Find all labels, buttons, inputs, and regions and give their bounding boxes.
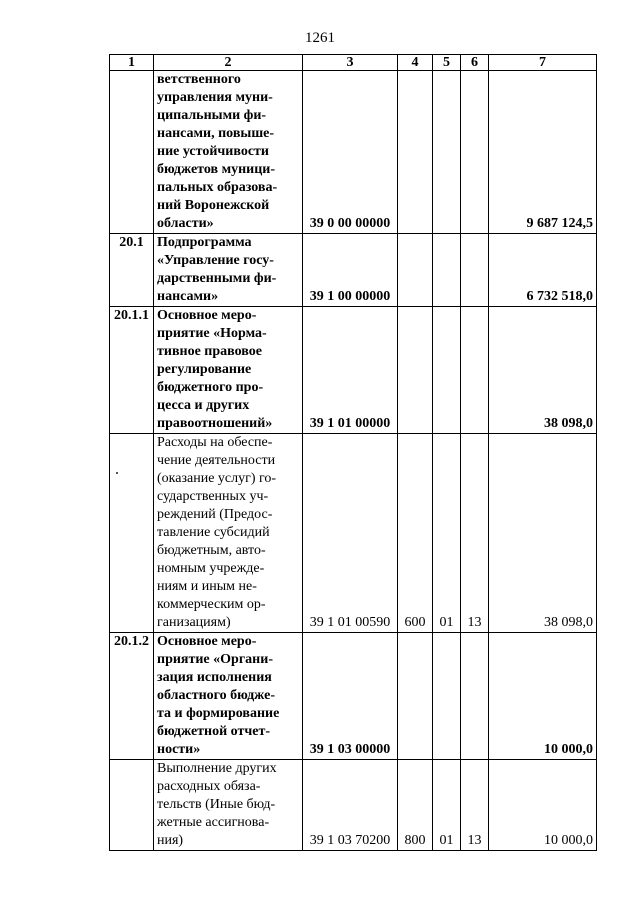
budget-table — [109, 54, 597, 851]
row-name: Расходы на обеспе- чение деятельности (оказание услуг) го- сударственных уч- реждений (Предос- тавление субсидий бюджетным, авто- номным учрежде- ниям и иным не- коммерческим ор- ганизациям) — [154, 434, 303, 633]
row-col5 — [433, 633, 461, 760]
row-col4 — [398, 234, 433, 307]
row-amount: 38 098,0 — [489, 307, 597, 434]
row-code: 39 1 00 00000 — [303, 234, 398, 307]
row-col6 — [461, 307, 489, 434]
row-number — [110, 71, 154, 234]
row-amount: 6 732 518,0 — [489, 234, 597, 307]
row-col4 — [398, 307, 433, 434]
row-number: 20.1 — [110, 234, 154, 307]
scan-speck — [116, 472, 118, 474]
row-col6: 13 — [461, 434, 489, 633]
table-row — [110, 234, 597, 307]
row-amount: 9 687 124,5 — [489, 71, 597, 234]
row-col6: 13 — [461, 760, 489, 851]
table-row — [110, 760, 597, 851]
table-row — [110, 633, 597, 760]
row-col4: 800 — [398, 760, 433, 851]
row-code: 39 1 03 00000 — [303, 633, 398, 760]
row-code: 39 0 00 00000 — [303, 71, 398, 234]
header-cell: 7 — [489, 55, 597, 71]
row-code: 39 1 03 70200 — [303, 760, 398, 851]
row-name: ветственного управления муни- ципальными фи- нансами, повыше- ние устойчивости бюджетов муници- пальных образова- ний Воронежской области» — [154, 71, 303, 234]
row-name: Основное меро- приятие «Органи- зация исполнения областного бюдже- та и формирование бюджетной отчет- ности» — [154, 633, 303, 760]
row-code: 39 1 01 00000 — [303, 307, 398, 434]
row-col6 — [461, 234, 489, 307]
row-code: 39 1 01 00590 — [303, 434, 398, 633]
row-col6 — [461, 633, 489, 760]
row-name: Основное меро- приятие «Норма- тивное правовое регулирование бюджетного про- цесса и других правоотношений» — [154, 307, 303, 434]
row-amount: 10 000,0 — [489, 633, 597, 760]
row-col4 — [398, 71, 433, 234]
row-col5 — [433, 234, 461, 307]
row-col5 — [433, 307, 461, 434]
row-col4: 600 — [398, 434, 433, 633]
header-cell: 5 — [433, 55, 461, 71]
header-cell: 2 — [154, 55, 303, 71]
page-number: 1261 — [305, 30, 335, 46]
row-col5: 01 — [433, 434, 461, 633]
row-col5 — [433, 71, 461, 234]
table-row — [110, 71, 597, 234]
row-col4 — [398, 633, 433, 760]
header-cell: 3 — [303, 55, 398, 71]
row-col6 — [461, 71, 489, 234]
row-amount: 10 000,0 — [489, 760, 597, 851]
header-cell: 1 — [110, 55, 154, 71]
row-amount: 38 098,0 — [489, 434, 597, 633]
header-cell: 6 — [461, 55, 489, 71]
row-name: Выполнение других расходных обяза- тельств (Иные бюд- жетные ассигнова- ния) — [154, 760, 303, 851]
row-number: 20.1.2 — [110, 633, 154, 760]
row-col5: 01 — [433, 760, 461, 851]
table-row — [110, 307, 597, 434]
table-header-row — [110, 55, 597, 71]
row-name: Подпрограмма «Управление госу- дарственными фи- нансами» — [154, 234, 303, 307]
row-number: 20.1.1 — [110, 307, 154, 434]
row-number — [110, 434, 154, 633]
header-cell: 4 — [398, 55, 433, 71]
row-number — [110, 760, 154, 851]
table-row — [110, 434, 597, 633]
